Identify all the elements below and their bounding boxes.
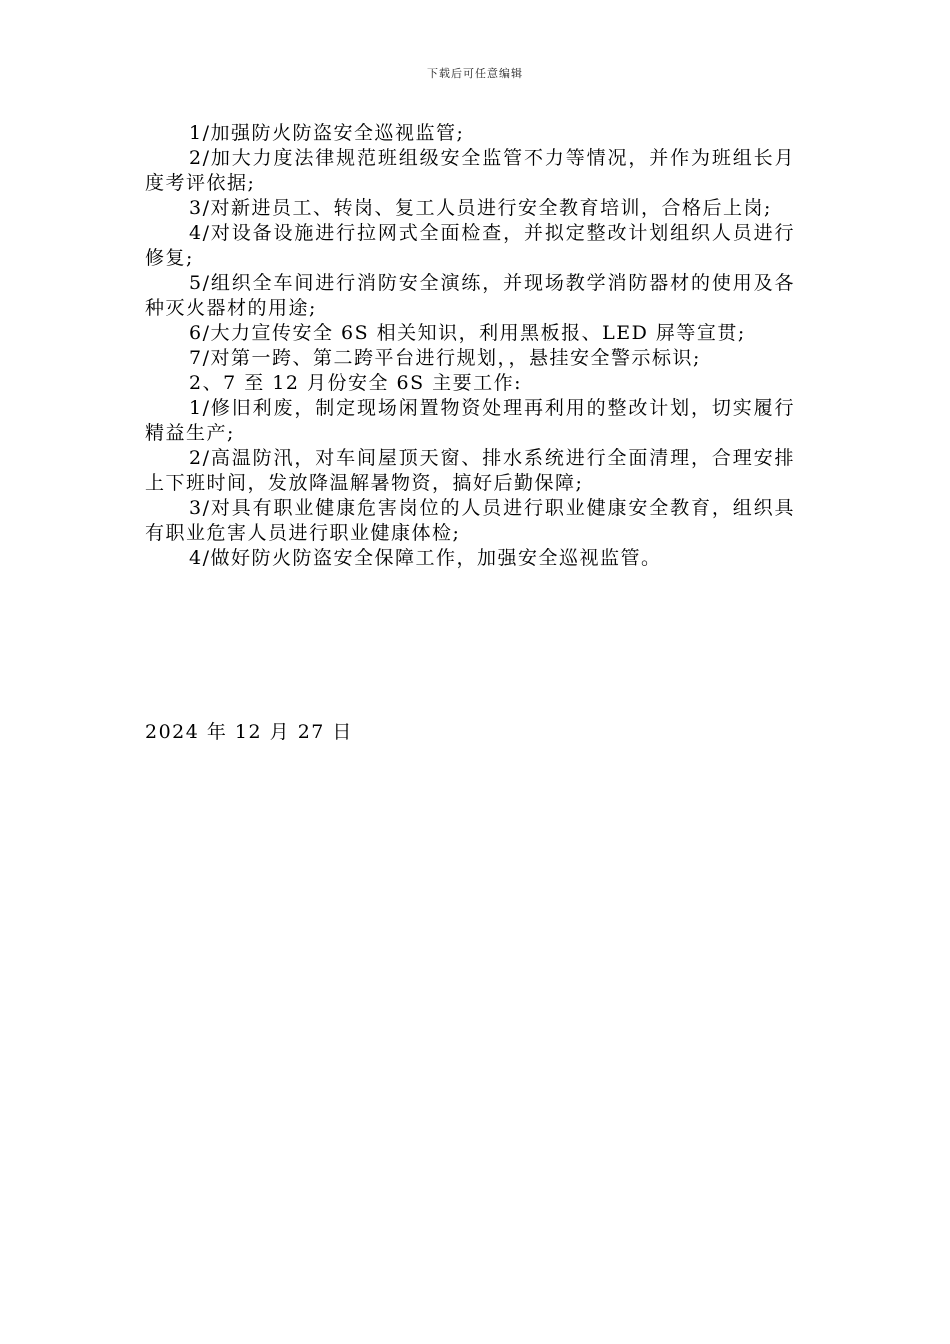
paragraph-5: 5/组织全车间进行消防安全演练，并现场教学消防器材的使用及各种灭火器材的用途; [145, 272, 795, 319]
paragraph-6: 6/大力宣传安全 6S 相关知识，利用黑板报、LED 屏等宣贯; [189, 322, 746, 344]
paragraph-4: 4/对设备设施进行拉网式全面检查，并拟定整改计划组织人员进行修复; [145, 222, 795, 269]
document-body [145, 121, 795, 571]
paragraph-1: 1/加强防火防盗安全巡视监管; [189, 122, 465, 144]
paragraph-10: 2/高温防汛，对车间屋顶天窗、排水系统进行全面清理，合理安排上下班时间，发放降温解暑物资，搞好后勤保障; [145, 447, 795, 494]
paragraph-3: 3/对新进员工、转岗、复工人员进行安全教育培训，合格后上岗; [189, 197, 772, 219]
paragraph-7: 7/对第一跨、第二跨平台进行规划，，悬挂安全警示标识; [189, 347, 701, 369]
section-heading: 2、7 至 12 月份安全 6S 主要工作: [189, 372, 523, 394]
paragraph-9: 1/修旧利废，制定现场闲置物资处理再利用的整改计划，切实履行精益生产; [145, 397, 795, 444]
paragraph-11: 3/对具有职业健康危害岗位的人员进行职业健康安全教育，组织具有职业危害人员进行职业健康体检; [145, 497, 795, 544]
page-header: 下载后可任意编辑 [427, 67, 523, 80]
document-date: 2024 年 12 月 27 日 [145, 721, 353, 743]
paragraph-2: 2/加大力度法律规范班组级安全监管不力等情况，并作为班组长月度考评依据; [145, 147, 795, 194]
paragraph-12: 4/做好防火防盗安全保障工作，加强安全巡视监管。 [189, 547, 662, 569]
